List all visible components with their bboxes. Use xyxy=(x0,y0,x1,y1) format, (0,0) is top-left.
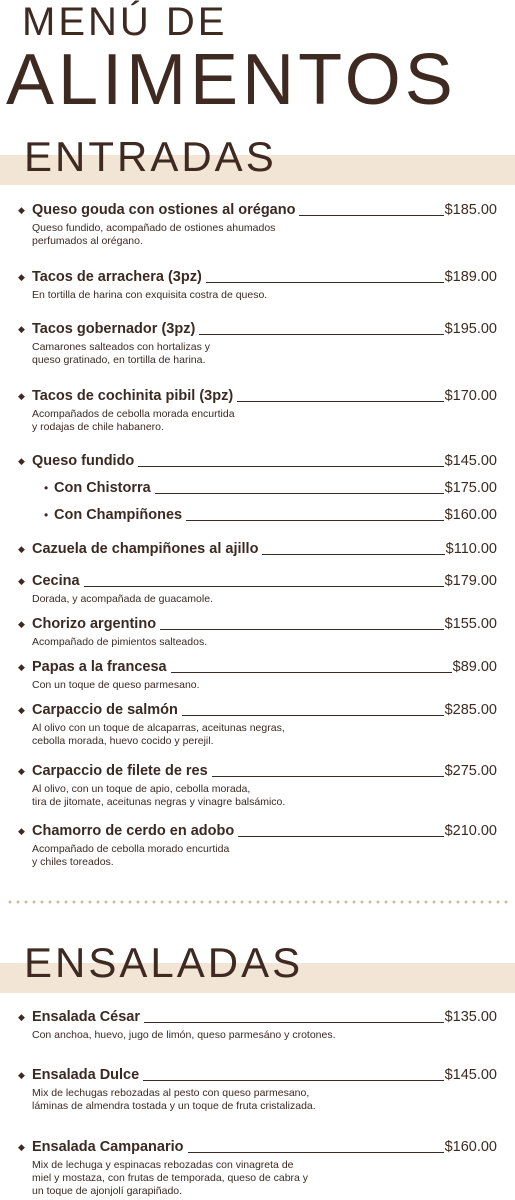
diamond-bullet-icon: ◆ xyxy=(18,1142,25,1152)
diamond-bullet-icon: ◆ xyxy=(18,576,25,586)
menu-item-description xyxy=(32,341,412,367)
leader-line xyxy=(160,628,444,630)
description-line: Acompañado de cebolla morado encurtida xyxy=(32,843,230,855)
menu-item-description xyxy=(32,636,412,649)
menu-item-name: Carpaccio de filete de res xyxy=(32,763,208,779)
leader-line xyxy=(299,214,443,216)
description-line: Con un toque de queso parmesano. xyxy=(32,679,200,691)
menu-item-description xyxy=(32,289,412,302)
leader-line xyxy=(212,775,444,777)
menu-item-price: $285.00 xyxy=(444,702,497,718)
menu-item-name: Cecina xyxy=(32,573,80,589)
diamond-bullet-icon: ◆ xyxy=(18,705,25,715)
description-line: Al olivo con un toque de alcaparras, aceitunas negras, xyxy=(32,722,285,734)
menu-item-price: $145.00 xyxy=(444,1067,497,1083)
menu-item-name: Tacos de arrachera (3pz) xyxy=(32,269,202,285)
diamond-bullet-icon: ◆ xyxy=(18,205,25,215)
menu-item-price: $135.00 xyxy=(444,1009,497,1025)
description-line: perfumados al orégano. xyxy=(32,235,143,247)
description-line: Acompañado de pimientos salteados. xyxy=(32,636,208,648)
leader-line xyxy=(199,333,443,335)
menu-item-price: $160.00 xyxy=(444,507,497,523)
description-line: Acompañados de cebolla morada encurtida xyxy=(32,408,235,420)
menu-item-name: Con Champiñones xyxy=(54,507,183,523)
menu-item-name: Ensalada Dulce xyxy=(32,1067,140,1083)
menu-item-price: $275.00 xyxy=(444,763,497,779)
description-line: y chiles toreados. xyxy=(32,856,114,868)
menu-item-name: Tacos de cochinita pibil (3pz) xyxy=(32,388,234,404)
menu-item-description xyxy=(32,593,412,606)
description-line: Con anchoa, huevo, jugo de limón, queso parmesáno y crotones. xyxy=(32,1029,336,1041)
description-line: y rodajas de chile habanero. xyxy=(32,421,164,433)
menu-item-price: $179.00 xyxy=(444,573,497,589)
section-title-ensaladas: ENSALADAS xyxy=(24,939,304,986)
leader-line xyxy=(155,492,444,494)
leader-line xyxy=(238,835,443,837)
description-line: un toque de ajonjolí garapiñado. xyxy=(32,1185,183,1197)
description-line: Queso fundido, acompañado de ostiones ahumados xyxy=(32,222,276,234)
section-title-entradas: ENTRADAS xyxy=(24,133,277,180)
menu-item-description xyxy=(32,843,412,869)
menu-item-description xyxy=(32,408,412,434)
diamond-bullet-icon: ◆ xyxy=(18,391,25,401)
menu-item-description xyxy=(32,1087,412,1113)
sub-bullet-icon: • xyxy=(44,508,49,522)
diamond-bullet-icon: ◆ xyxy=(18,456,25,466)
menu-item-price: $175.00 xyxy=(444,480,497,496)
menu-item-price: $189.00 xyxy=(444,269,497,285)
menu-item-name: Tacos gobernador (3pz) xyxy=(32,321,196,337)
menu-item-price: $160.00 xyxy=(444,1139,497,1155)
menu-item-price: $110.00 xyxy=(445,541,497,557)
leader-line xyxy=(188,1151,444,1153)
diamond-bullet-icon: ◆ xyxy=(18,544,25,554)
leader-line xyxy=(262,553,444,555)
diamond-bullet-icon: ◆ xyxy=(18,324,25,334)
description-line: Dorada, y acompañada de guacamole. xyxy=(32,593,213,605)
leader-line xyxy=(138,465,443,467)
menu-item-price: $210.00 xyxy=(444,823,497,839)
diamond-bullet-icon: ◆ xyxy=(18,662,25,672)
menu-item-name: Ensalada César xyxy=(32,1009,141,1025)
menu-title-line1: MENÚ DE xyxy=(22,0,228,44)
menu-item-description xyxy=(32,679,412,692)
diamond-bullet-icon: ◆ xyxy=(18,272,25,282)
menu-item-name: Ensalada Campanario xyxy=(32,1139,184,1155)
leader-line xyxy=(84,585,444,587)
menu-item-name: Carpaccio de salmón xyxy=(32,702,178,718)
leader-line xyxy=(182,714,444,716)
menu-item-price: $145.00 xyxy=(444,453,497,469)
menu-item-price: $195.00 xyxy=(444,321,497,337)
menu-item-name: Chamorro de cerdo en adobo xyxy=(32,823,235,839)
description-line: En tortilla de harina con exquisita costra de queso. xyxy=(32,289,268,301)
menu-item-description xyxy=(32,1029,412,1042)
description-line: láminas de almendra tostada y un toque de fruta cristalizada. xyxy=(32,1100,316,1112)
dotted-divider xyxy=(6,900,509,904)
menu-item-price: $185.00 xyxy=(444,202,497,218)
menu-item-name: Papas a la francesa xyxy=(32,659,167,675)
leader-line xyxy=(144,1021,444,1023)
diamond-bullet-icon: ◆ xyxy=(18,826,25,836)
leader-line xyxy=(186,519,443,521)
menu-item-name: Chorizo argentino xyxy=(32,616,157,632)
leader-line xyxy=(143,1079,443,1081)
menu-item-description xyxy=(32,1159,412,1198)
description-line: tira de jitomate, aceitunas negras y vinagre balsámico. xyxy=(32,796,286,808)
menu-item-name: Queso fundido xyxy=(32,453,135,469)
description-line: Mix de lechuga y espinacas rebozadas con vinagreta de xyxy=(32,1159,294,1171)
menu-item-name: Cazuela de champiñones al ajillo xyxy=(32,541,259,557)
menu-title-line2: ALIMENTOS xyxy=(6,40,457,120)
menu-item-price: $89.00 xyxy=(452,659,497,675)
diamond-bullet-icon: ◆ xyxy=(18,619,25,629)
menu-item-description xyxy=(32,722,412,748)
description-line: Camarones salteados con hortalizas y xyxy=(32,341,211,353)
diamond-bullet-icon: ◆ xyxy=(18,1070,25,1080)
leader-line xyxy=(206,281,444,283)
menu-item-name: Con Chistorra xyxy=(54,480,151,496)
menu-item-description xyxy=(32,783,412,809)
sub-bullet-icon: • xyxy=(44,481,49,495)
leader-line xyxy=(237,400,443,402)
description-line: cebolla morada, huevo cocido y perejil. xyxy=(32,735,214,747)
description-line: Al olivo, con un toque de apio, cebolla morada, xyxy=(32,783,251,795)
menu-item-price: $155.00 xyxy=(444,616,497,632)
diamond-bullet-icon: ◆ xyxy=(18,766,25,776)
menu-item-price: $170.00 xyxy=(444,388,497,404)
description-line: queso gratinado, en tortilla de harina. xyxy=(32,354,206,366)
description-line: miel y mostaza, con frutas de temporada, queso de cabra y xyxy=(32,1172,309,1184)
menu-item-name: Queso gouda con ostiones al orégano xyxy=(32,202,296,218)
menu-item-description xyxy=(32,222,412,248)
leader-line xyxy=(171,671,452,673)
description-line: Mix de lechugas rebozadas al pesto con queso parmesano, xyxy=(32,1087,310,1099)
diamond-bullet-icon: ◆ xyxy=(18,1012,25,1022)
